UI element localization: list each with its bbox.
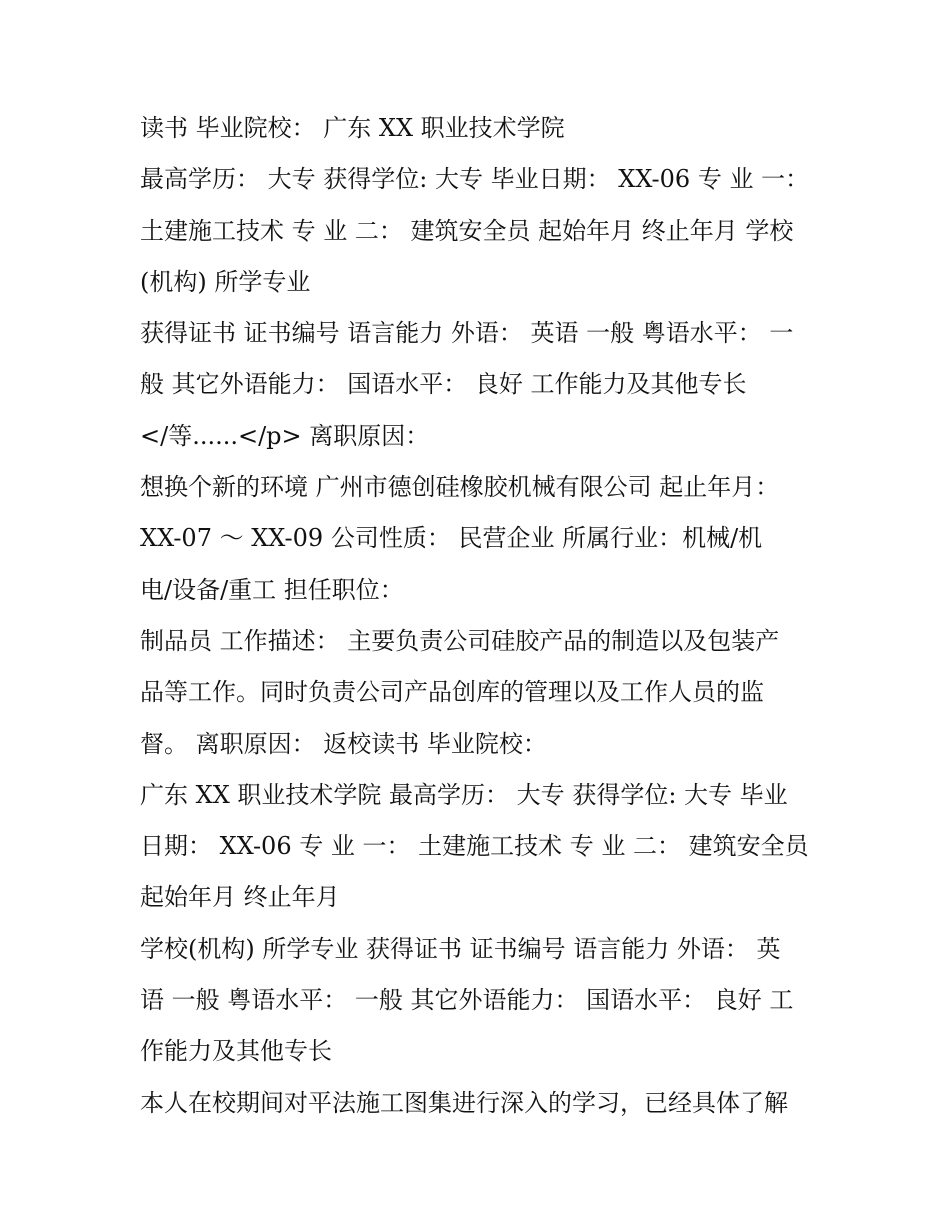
text-line: XX-07 ～ XX-09 公司性质： 民营企业 所属行业：机械/机 [140,524,763,553]
text-line: 读书 毕业院校： 广东 XX 职业技术学院 [140,114,565,142]
text-line: 电/设备/重工 担任职位： [140,575,404,604]
text-line: 品等工作。同时负责公司产品创库的管理以及工作人员的监 [140,678,764,707]
text-line: 日期： XX-06 专 业 一： 土建施工技术 专 业 二： 建筑安全员 [140,832,809,861]
text-line: 般 其它外语能力： 国语水平： 良好 工作能力及其他专长 [140,370,747,399]
text-line: 督。 离职原因： 返校读书 毕业院校： [140,729,547,758]
text-line: (机构) 所学专业 [140,267,311,296]
text-line: 作能力及其他专长 [140,1037,332,1066]
text-line: 制品员 工作描述： 主要负责公司硅胶产品的制造以及包装产 [140,626,780,655]
text-line: 最高学历： 大专 获得学位: 大专 毕业日期： XX-06 专 业 一： [140,165,810,194]
text-line: 本人在校期间对平法施工图集进行深入的学习，已经具体了解 [140,1088,788,1117]
document-body [140,103,820,1129]
text-line: 土建施工技术 专 业 二： 建筑安全员 起始年月 终止年月 学校 [140,216,794,245]
text-line: 获得证书 证书编号 语言能力 外语： 英语 一般 粤语水平： 一 [140,319,794,348]
text-line: </等......</p> 离职原因： [140,421,430,450]
text-line: 语 一般 粤语水平： 一般 其它外语能力： 国语水平： 良好 工 [140,986,794,1015]
text-line: 学校(机构) 所学专业 获得证书 证书编号 语言能力 外语： 英 [140,934,781,963]
text-line: 想换个新的环境 广州市德创硅橡胶机械有限公司 起止年月： [140,473,780,502]
text-line: 广东 XX 职业技术学院 最高学历： 大专 获得学位: 大专 毕业 [140,780,788,809]
text-line: 起始年月 终止年月 [140,883,340,912]
